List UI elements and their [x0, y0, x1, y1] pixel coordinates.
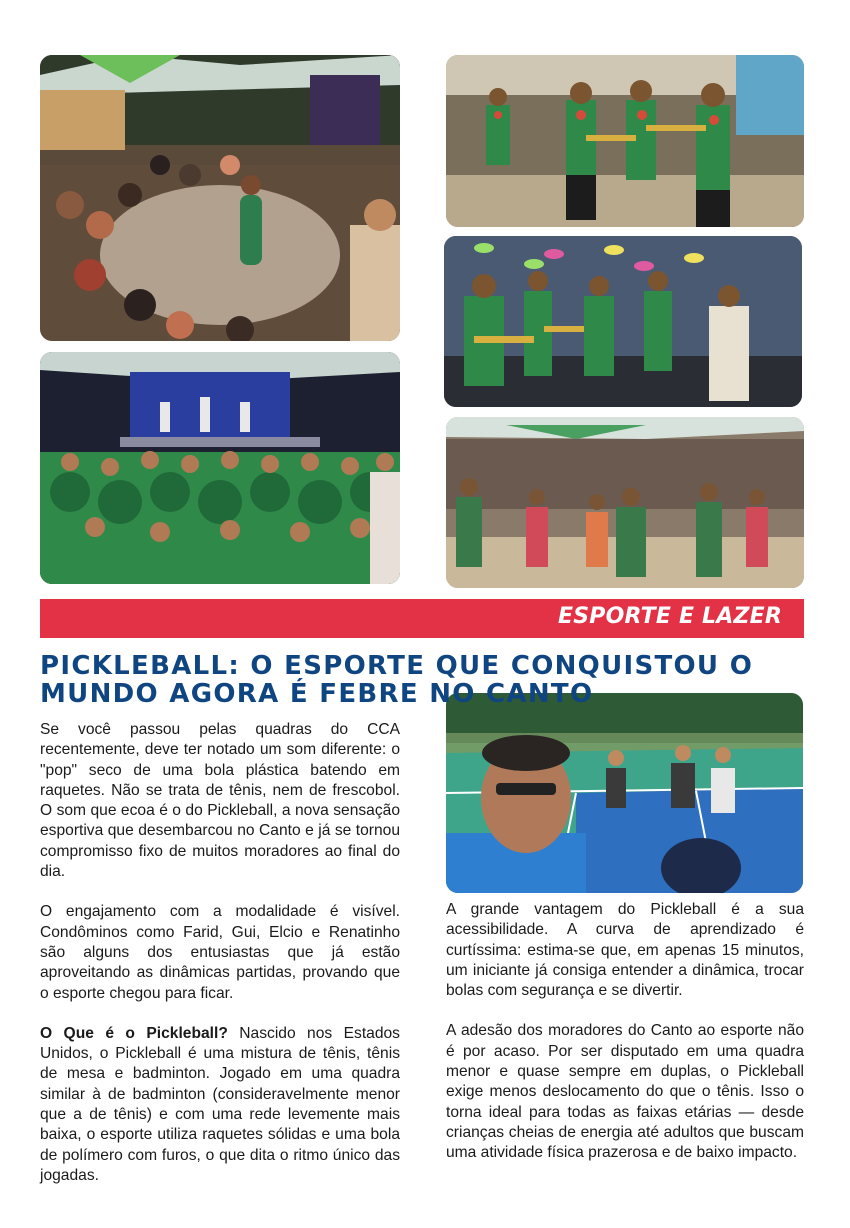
article-column-right	[446, 900, 804, 1184]
paragraph: Se você passou pelas quadras do CCA recentemente, deve ter notado um som diferente: o "pop" seco de uma bola plástica batendo em raquetes. Não se trata de tênis, nem de frescobol. O som que ecoa é o do Pickleball, a nova sensação esportiva que desembarcou no Canto e já se tornou compromisso fixo de muitos moradores ao final do dia.	[40, 721, 400, 881]
photo-party-crowd	[40, 55, 400, 341]
photo-band-stage	[444, 236, 802, 407]
paragraph: O engajamento com a modalidade é visível. Condôminos como Farid, Gui, Elcio e Renatinho são alguns dos entusiastas que já estão aproveitando as dinâmicas partidas, provando que o esporte chegou para ficar.	[40, 903, 400, 1002]
photo-dance-floor	[446, 417, 804, 588]
section-label: ESPORTE E LAZER	[558, 604, 782, 629]
article-column-left	[40, 720, 400, 1206]
photo-brass-band	[446, 55, 804, 227]
paragraph-lead-in: O Que é o Pickleball?	[40, 1024, 228, 1042]
article-title: PICKLEBALL: O ESPORTE QUE CONQUISTOU O MUNDO AGORA É FEBRE NO CANTO	[40, 651, 754, 709]
paragraph: A grande vantagem do Pickleball é a sua acessibilidade. A curva de aprendizado é curtíssima: estima-se que, em apenas 15 minutos, um iniciante já consiga entender a dinâmica, trocar bolas com segurança e se divertir.	[446, 901, 804, 1000]
paragraph-body: Nascido nos Estados Unidos, o Pickleball é uma mistura de tênis, tênis de mesa e badminton. Jogado em uma quadra similar à de badminton (consideravelmente menor que a de tênis) e com uma rede levemente mais baixa, o esporte utiliza raquetes sólidas e uma bola de polímero com furos, o que dita o ritmo único das jogadas.	[40, 1024, 400, 1184]
photo-group-stage	[40, 352, 400, 584]
paragraph: A adesão dos moradores do Canto ao esporte não é por acaso. Por ser disputado em uma quadra menor e quase sempre em duplas, o Pickleball exige menos deslocamento do que o tênis. Isso o torna ideal para todas as faixas etárias — desde crianças cheias de energia até adultos que buscam uma atividade física prazerosa e de baixo impacto.	[446, 1022, 804, 1162]
paragraph	[40, 1024, 400, 1186]
section-band	[40, 599, 804, 638]
photo-pickleball-court	[446, 693, 803, 893]
